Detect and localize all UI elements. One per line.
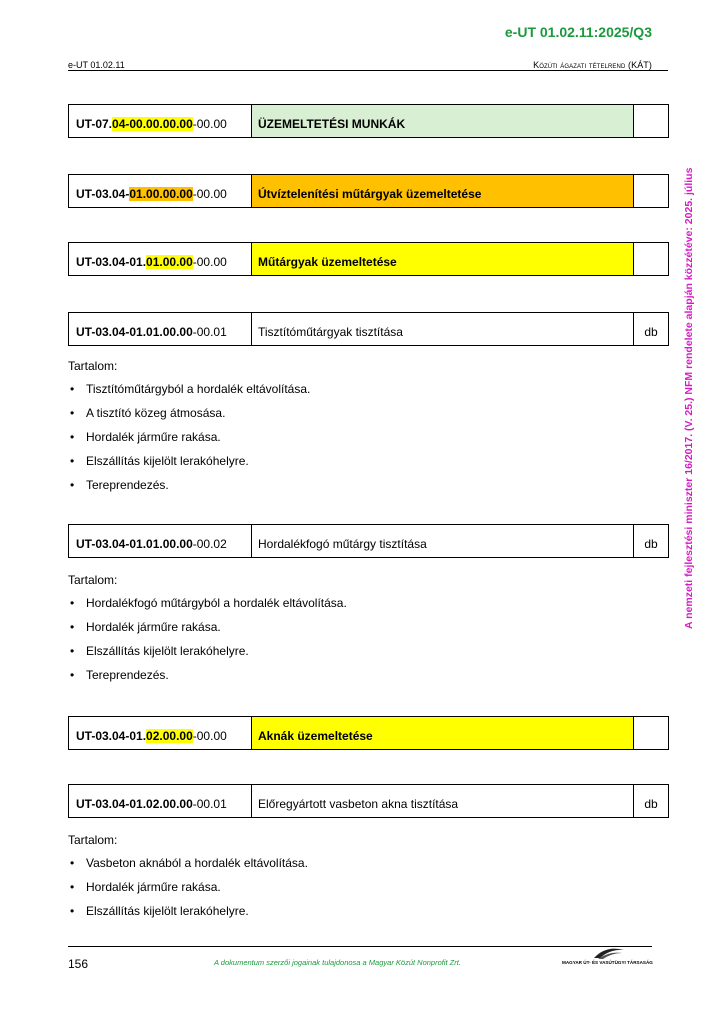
item-row-drainage-structures — [68, 174, 669, 208]
item-title: ÜZEMELTETÉSI MUNKÁK — [252, 105, 634, 137]
content-item: • Elszállítás kijelölt lerakóhelyre. — [68, 644, 347, 668]
content-block-1 — [68, 359, 310, 502]
item-code: UT-07. 04-00.00.00.00 -00.00 — [69, 105, 252, 137]
item-unit — [634, 717, 668, 749]
item-unit — [634, 175, 668, 207]
content-item: • Tereprendezés. — [68, 668, 347, 692]
society-logo — [562, 947, 654, 967]
item-row-precast-manhole — [68, 784, 669, 818]
item-row-structures-operation — [68, 242, 669, 276]
item-unit: db — [644, 325, 658, 339]
item-code: UT-03.04-01.02.00.00 -00.01 — [69, 785, 252, 817]
item-title: Előregyártott vasbeton akna tisztítása — [252, 785, 634, 817]
content-label: Tartalom: — [68, 833, 118, 847]
content-item: • Hordalék járműre rakása. — [68, 880, 308, 904]
content-item: • Elszállítás kijelölt lerakóhelyre. — [68, 904, 308, 928]
content-item: • Tisztítóműtárgyból a hordalék eltávolítása. — [68, 382, 310, 406]
item-code: UT-03.04-01. 02.00.00 -00.00 — [69, 717, 252, 749]
content-item: • Vasbeton aknából a hordalék eltávolítása. — [68, 856, 308, 880]
content-item: • A tisztító közeg átmosása. — [68, 406, 310, 430]
page-number: 156 — [68, 957, 89, 971]
content-label: Tartalom: — [68, 359, 118, 373]
item-code: UT-03.04-01. 01.00.00 -00.00 — [69, 243, 252, 275]
item-unit: db — [644, 797, 658, 811]
content-block-3 — [68, 833, 308, 928]
header-left: e-UT 01.02.11 — [68, 60, 125, 70]
content-block-2 — [68, 573, 347, 692]
content-item: • Hordalék járműre rakása. — [68, 620, 347, 644]
item-title: Aknák üzemeltetése — [252, 717, 634, 749]
item-title: Tisztítóműtárgyak tisztítása — [252, 313, 634, 345]
item-code: UT-03.04- 01.00.00.00 -00.00 — [69, 175, 252, 207]
item-code: UT-03.04-01.01.00.00 -00.02 — [69, 525, 252, 557]
item-title: Műtárgyak üzemeltetése — [252, 243, 634, 275]
content-item: • Hordalékfogó műtárgyból a hordalék eltávolítása. — [68, 596, 347, 620]
copyright-note: A dokumentum szerzői jogainak tulajdonosa a Magyar Közút Nonprofit Zrt. — [214, 958, 461, 967]
road-swoosh-icon — [592, 947, 626, 960]
item-row-operation-works — [68, 104, 669, 138]
item-unit — [634, 243, 668, 275]
content-item: • Elszállítás kijelölt lerakóhelyre. — [68, 454, 310, 478]
item-row-sediment-trap — [68, 524, 669, 558]
item-title: Útvíztelenítési műtárgyak üzemeltetése — [252, 175, 634, 207]
document-code: e-UT 01.02.11:2025/Q3 — [504, 24, 652, 40]
item-unit — [634, 105, 668, 137]
item-row-manholes — [68, 716, 669, 750]
publication-note: A nemzeti fejlesztési miniszter 16/2017. (V. 25.) NFM rendelete alapján közzétéve: 2025. július — [683, 167, 695, 629]
item-title: Hordalékfogó műtárgy tisztítása — [252, 525, 634, 557]
content-label: Tartalom: — [68, 573, 118, 587]
header-rule — [68, 70, 668, 71]
content-item: • Tereprendezés. — [68, 478, 310, 502]
item-code: UT-03.04-01.01.00.00 -00.01 — [69, 313, 252, 345]
content-item: • Hordalék járműre rakása. — [68, 430, 310, 454]
logo-text: MAGYAR ÚT- ÉS VASÚTÜGYI TÁRSASÁG — [562, 960, 653, 965]
item-unit: db — [644, 537, 658, 551]
header-right: Közúti ágazati tételrend (KÁT) — [533, 60, 652, 70]
item-row-cleaning-structures — [68, 312, 669, 346]
